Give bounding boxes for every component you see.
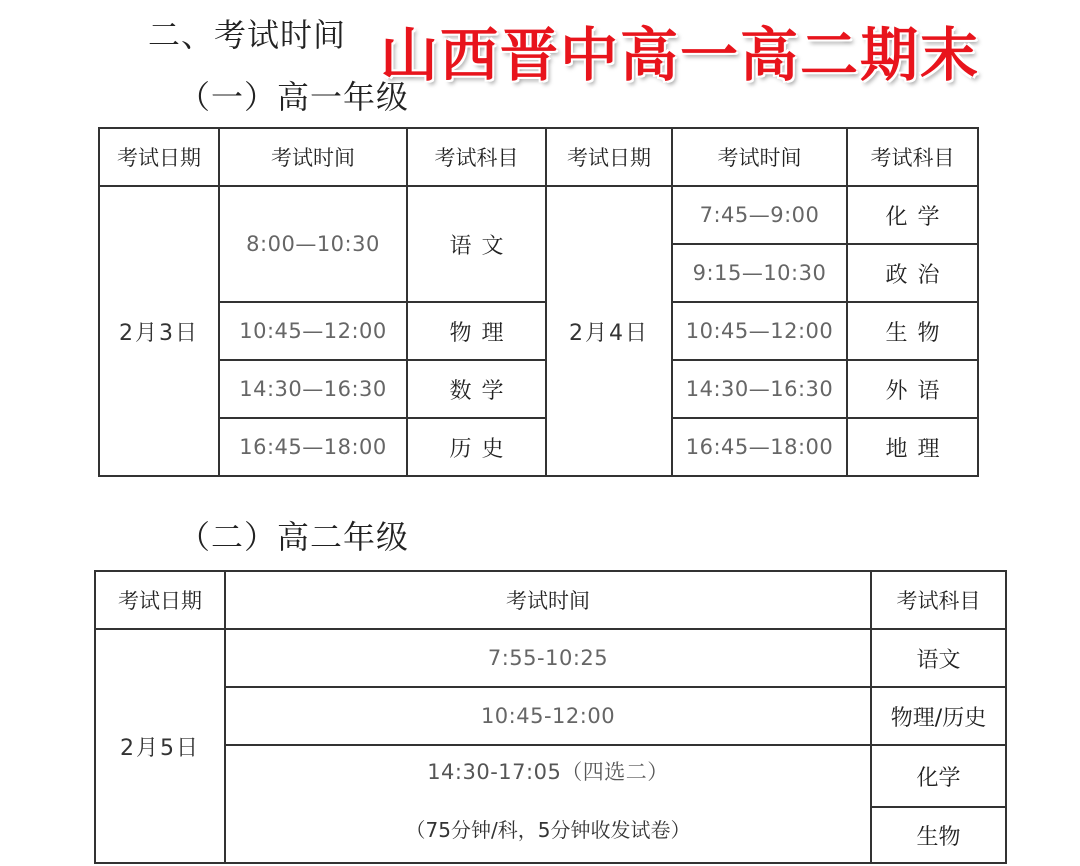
exam-time-cell: 14:30—16:30	[219, 360, 407, 418]
exam-subject-cell: 化学	[847, 186, 978, 244]
grade2-schedule-table	[94, 570, 1007, 864]
exam-date-cell: 2月5日	[95, 629, 225, 863]
exam-time-cell: 16:45—18:00	[219, 418, 407, 476]
header-exam-time: 考试时间	[219, 128, 407, 186]
table-row	[95, 745, 1006, 807]
exam-time-cell-afternoon	[225, 745, 871, 863]
table-row	[99, 418, 978, 476]
exam-time-cell: 7:45—9:00	[672, 186, 847, 244]
exam-subject-cell: 地理	[847, 418, 978, 476]
grade2-heading: （二）高二年级	[178, 518, 410, 556]
exam-subject-cell: 生物	[847, 302, 978, 360]
exam-subject-cell: 物理/历史	[871, 687, 1006, 745]
banner-overlay-title: 山西晋中高一高二期末	[380, 21, 981, 89]
exam-subject-cell: 外语	[847, 360, 978, 418]
header-exam-subject: 考试科目	[847, 128, 978, 186]
header-exam-date: 考试日期	[546, 128, 672, 186]
table-header-row	[99, 128, 978, 186]
exam-subject-cell: 物理	[407, 302, 546, 360]
table-row	[95, 629, 1006, 687]
exam-time-cell: 10:45—12:00	[219, 302, 407, 360]
header-exam-subject: 考试科目	[871, 571, 1006, 629]
table-row	[99, 302, 978, 360]
header-exam-subject: 考试科目	[407, 128, 546, 186]
grade1-heading: （一）高一年级	[178, 78, 410, 116]
exam-date-cell: 2月4日	[546, 186, 672, 476]
exam-time-cell: 9:15—10:30	[672, 244, 847, 302]
afternoon-note: （75分钟/科，5分钟收发试卷）	[405, 818, 691, 842]
exam-subject-cell: 语文	[871, 629, 1006, 687]
exam-subject-cell: 生物	[871, 807, 1006, 863]
header-exam-date: 考试日期	[99, 128, 219, 186]
grade1-schedule-table	[98, 127, 979, 477]
afternoon-time: 14:30-17:05（四选二）	[427, 760, 669, 784]
exam-date-cell: 2月3日	[99, 186, 219, 476]
table-row	[95, 687, 1006, 745]
exam-time-cell: 14:30—16:30	[672, 360, 847, 418]
table-header-row	[95, 571, 1006, 629]
exam-subject-cell: 化学	[871, 745, 1006, 807]
exam-subject-cell: 语文	[407, 186, 546, 302]
exam-time-cell: 10:45-12:00	[225, 687, 871, 745]
exam-time-cell: 7:55-10:25	[225, 629, 871, 687]
exam-time-cell: 8:00—10:30	[219, 186, 407, 302]
exam-subject-cell: 政治	[847, 244, 978, 302]
exam-subject-cell: 数学	[407, 360, 546, 418]
exam-time-cell: 10:45—12:00	[672, 302, 847, 360]
table-row	[99, 186, 978, 244]
table-row	[99, 360, 978, 418]
section-title: 二、考试时间	[148, 16, 347, 54]
exam-time-cell: 16:45—18:00	[672, 418, 847, 476]
exam-subject-cell: 历史	[407, 418, 546, 476]
header-exam-date: 考试日期	[95, 571, 225, 629]
header-exam-time: 考试时间	[672, 128, 847, 186]
header-exam-time: 考试时间	[225, 571, 871, 629]
